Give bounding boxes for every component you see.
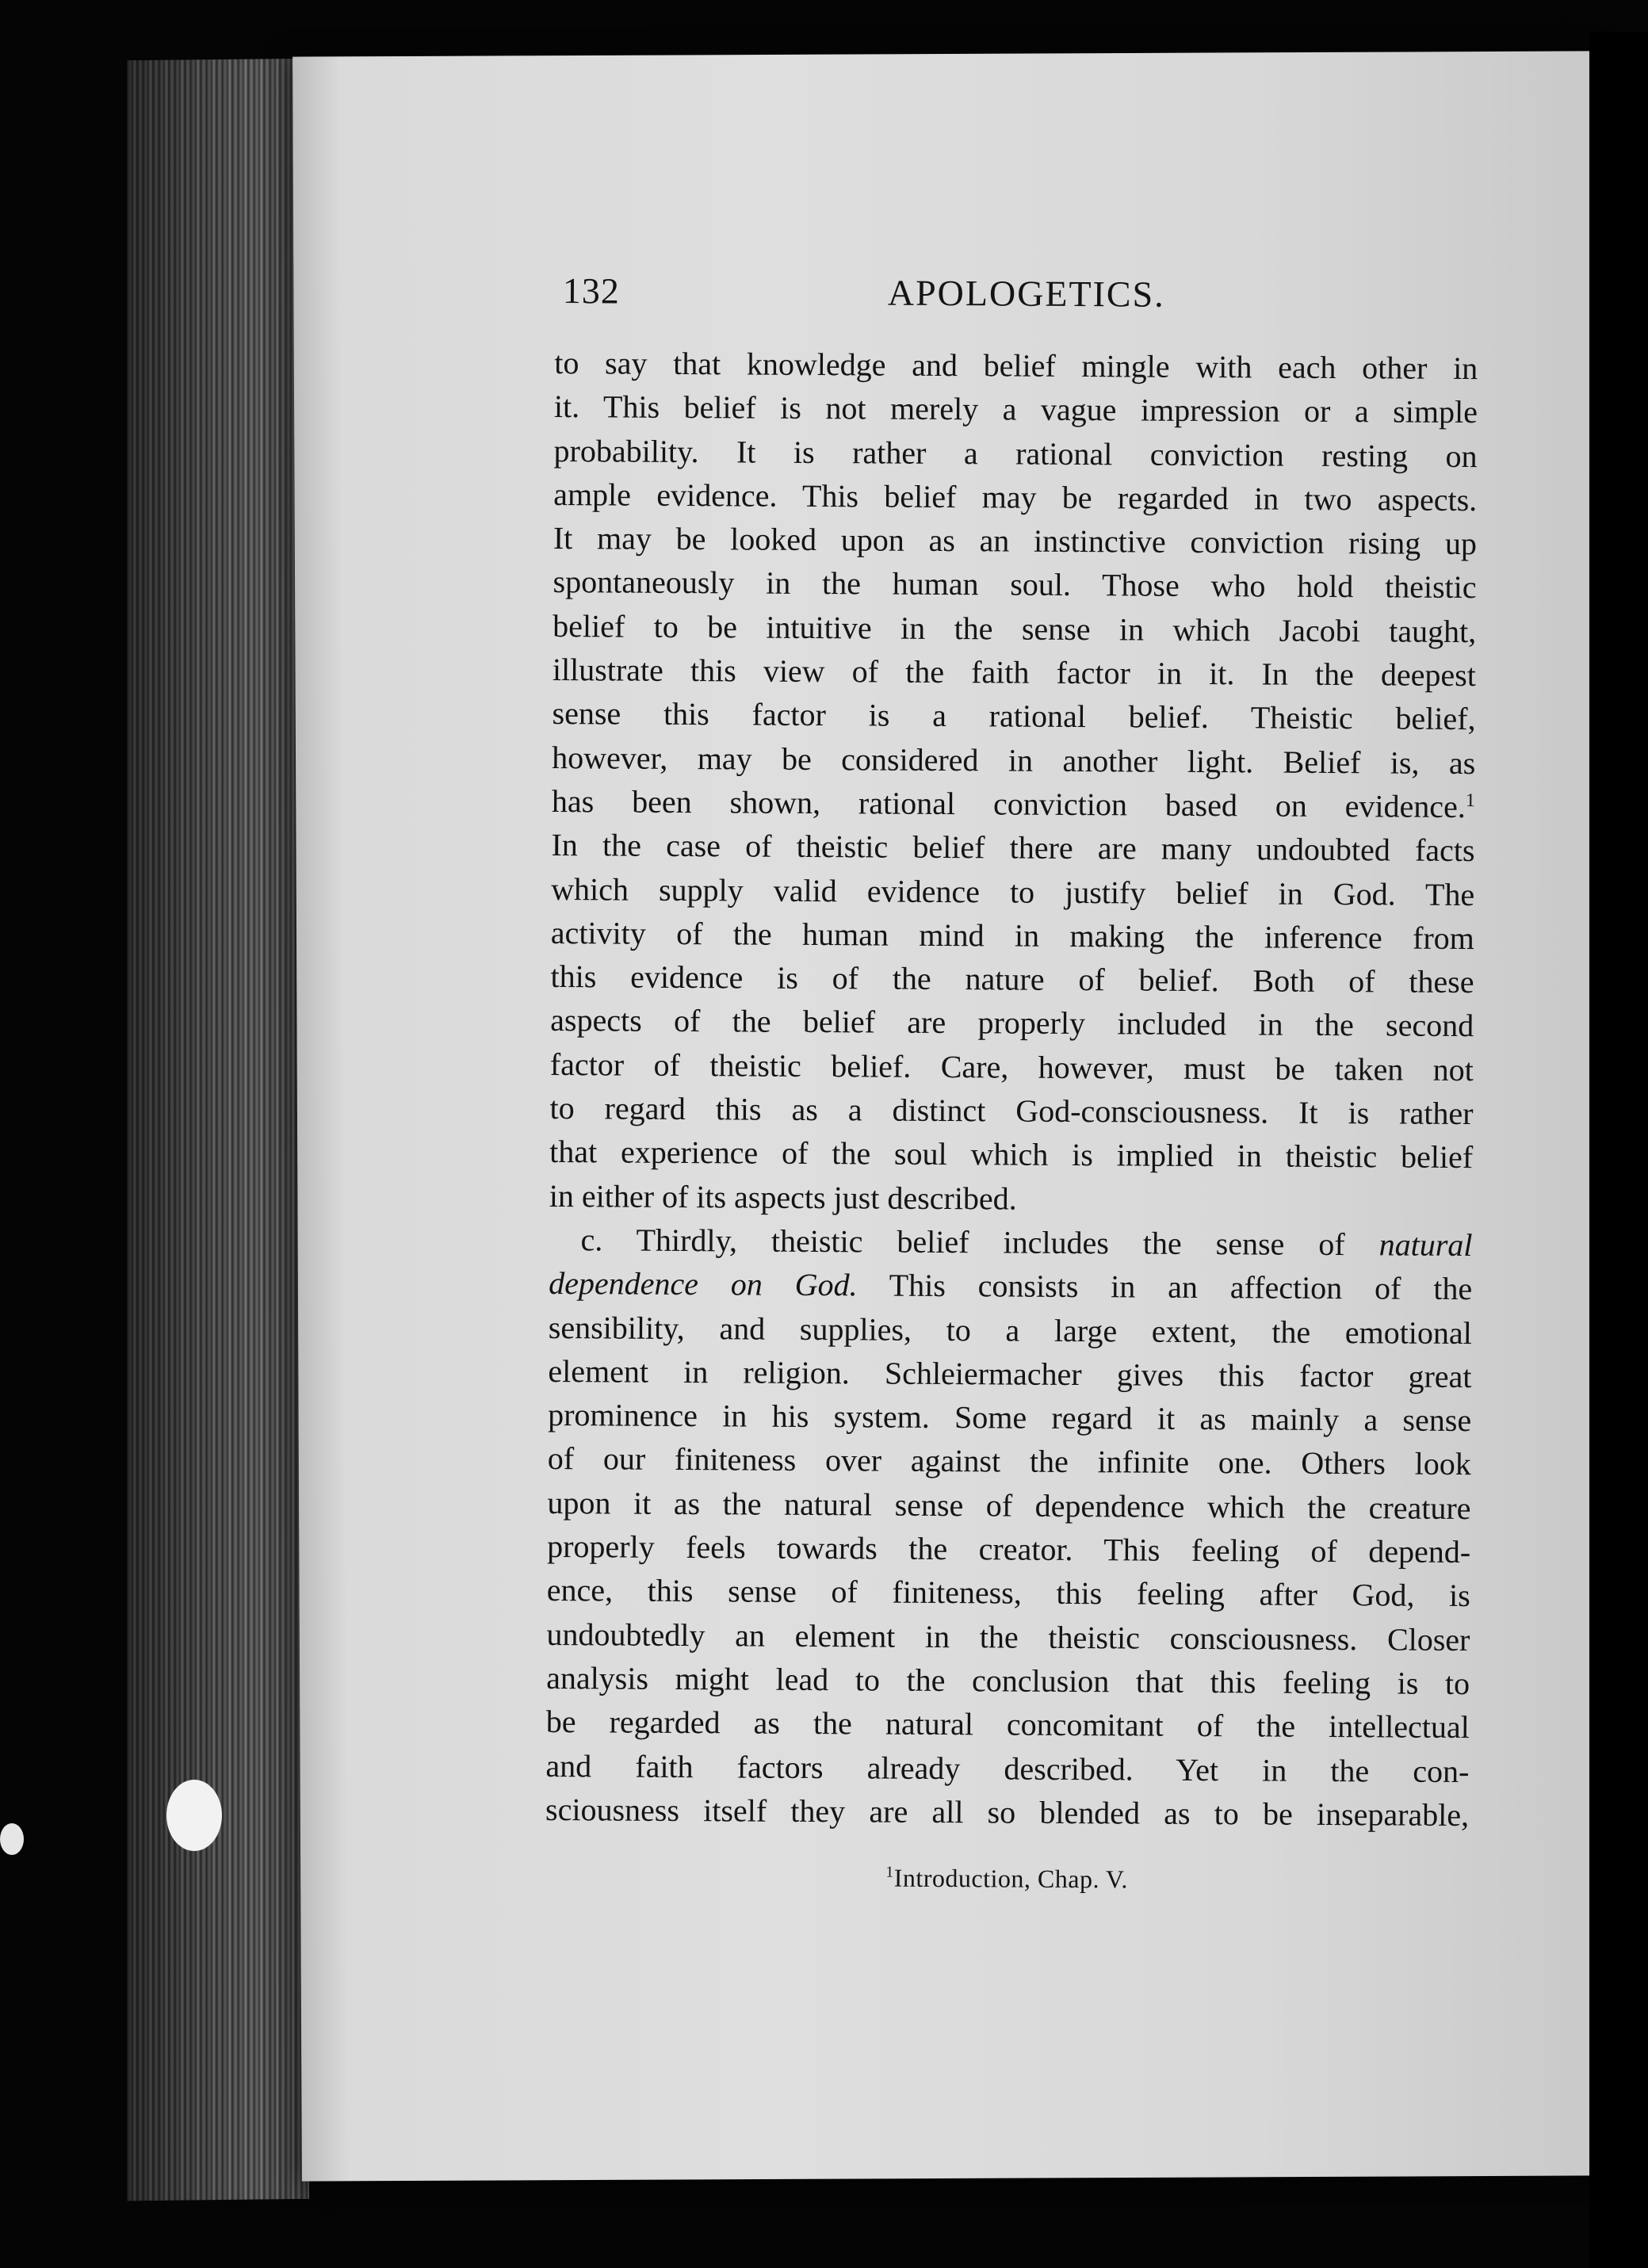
text-line: ence, this sense of finiteness, this feeling after God, is <box>546 1572 1470 1614</box>
text-line: that experience of the soul which is implied in theistic belief <box>549 1134 1474 1176</box>
text-line: illustrate this view of the faith factor in it. In the deepest <box>552 652 1477 694</box>
text-line: in either of its aspects just described. <box>549 1177 1017 1217</box>
text-segment: c. Thirdly, theistic belief includes the sense of <box>580 1222 1379 1263</box>
text-line: element in religion. Schleiermacher gives this factor great <box>548 1352 1472 1394</box>
text-line: of our finiteness over against the infinite one. Others look <box>547 1440 1471 1482</box>
text-segment: has been shown, rational conviction based on evidence. <box>551 782 1466 824</box>
text-line: It may be looked upon as an instinctive conviction rising up <box>553 520 1478 562</box>
running-head <box>555 270 1478 331</box>
text-segment: This consists in an affection of the <box>857 1267 1473 1307</box>
running-title: APOLOGETICS. <box>887 272 1165 315</box>
text-line: sensibility, and supplies, to a large extent, the emotional <box>548 1309 1472 1351</box>
text-block <box>545 270 1478 1896</box>
text-line: this evidence is of the nature of belief. Both of these <box>550 958 1474 1000</box>
paragraph-c-line <box>549 1218 1472 1267</box>
scan-blemish <box>166 1780 222 1851</box>
scan-blemish <box>0 1823 24 1855</box>
text-line: aspects of the belief are properly included in the second <box>550 1002 1474 1044</box>
page-edges-shadow <box>127 59 309 2201</box>
text-line: and faith factors already described. Yet in the con- <box>545 1747 1470 1789</box>
footnote-marker: 1 <box>885 1863 894 1881</box>
text-line: to say that knowledge and belief mingle with each other in <box>554 344 1478 387</box>
italic-phrase: dependence on God. <box>549 1265 858 1303</box>
text-line: In the case of theistic belief there are many undoubted facts <box>551 827 1475 869</box>
footnote-text: Introduction, Chap. V. <box>893 1863 1129 1894</box>
text-line: probability. It is rather a rational conviction resting on <box>553 432 1478 474</box>
footnote <box>545 1861 1469 1896</box>
text-line: belief to be intuitive in the sense in which Jacobi taught, <box>553 607 1477 649</box>
text-line: it. This belief is not merely a vague impression or a simple <box>553 388 1478 430</box>
text-line: be regarded as the natural concomitant of the intellectual <box>545 1704 1470 1746</box>
paragraph-c-line <box>549 1261 1472 1310</box>
text-line: activity of the human mind in making the inference from <box>550 914 1475 956</box>
text-line: sense this factor is a rational belief. Theistic belief, <box>552 695 1476 737</box>
text-line: prominence in his system. Some regard it as mainly a sense <box>548 1397 1472 1439</box>
text-line: sciousness itself they are all so blended as to be inseparable, <box>545 1791 1470 1833</box>
text-line: however, may be considered in another light. Belief is, as <box>552 739 1476 781</box>
text-line: undoubtedly an element in the theistic consciousness. Closer <box>546 1616 1470 1658</box>
text-line: ample evidence. This belief may be regarded in two aspects. <box>553 476 1478 518</box>
text-line: to regard this as a distinct God-consciousness. It is rather <box>549 1090 1474 1132</box>
italic-phrase: natural <box>1378 1226 1473 1264</box>
text-line: upon it as the natural sense of dependence which the creature <box>547 1484 1471 1526</box>
text-line: which supply valid evidence to justify belief in God. The <box>551 870 1475 912</box>
page-number: 132 <box>562 270 620 312</box>
text-line: properly feels towards the creator. This feeling of depend- <box>547 1528 1471 1570</box>
book-gutter <box>1589 32 1648 2268</box>
text-line: factor of theistic belief. Care, however, must be taken not <box>549 1046 1474 1088</box>
body-text <box>545 341 1478 1837</box>
text-line: spontaneously in the human soul. Those who hold theistic <box>553 564 1477 606</box>
text-line: analysis might lead to the conclusion that this feeling is to <box>546 1659 1470 1701</box>
text-line-with-footnote <box>552 779 1475 828</box>
footnote-reference: 1 <box>1465 790 1476 812</box>
